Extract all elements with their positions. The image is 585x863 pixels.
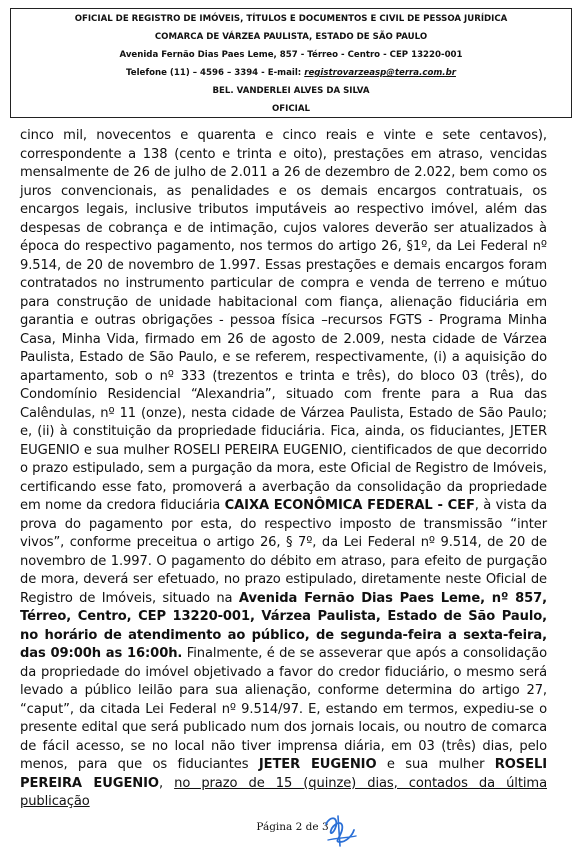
letterhead-contact xyxy=(11,64,571,82)
letterhead xyxy=(10,8,572,118)
body-text-5: , xyxy=(158,775,175,791)
letterhead-email[interactable]: registrovarzeasp@terra.com.br xyxy=(304,68,456,78)
letterhead-officer: BEL. VANDERLEI ALVES DA SILVA xyxy=(212,86,370,96)
body-text-4: e sua mulher xyxy=(376,757,495,772)
letterhead-title: OFICIAL DE REGISTRO DE IMÓVEIS, TÍTULOS E DOCUMENTOS E CIVIL DE PESSOA JURÍDICA xyxy=(74,14,508,24)
body-text-2: , à vista da prova do pagamento por esta, do respectivo imposto de transmissão “inter vivos”, conforme preceitua o artigo 26, § 7º, da Lei Federal nº 9.514, de 20 de novembro de 1.997. O pagamento do débito em atraso, para efeito de purgação de mora, deverá ser efetuado, no prazo estipulado, diretamente neste Oficial de Registro de Imóveis, situado na xyxy=(20,498,547,606)
body-text-3: Finalmente, é de se asseverar que após a consolidação da propriedade do imóvel objetivado a favor do credor fiduciário, o mesmo será levado a público leilão para sua alienação, conforme determina do artigo 27, “caput”, da citada Lei Federal nº 9.514/97. E, estando em termos, expediu-se o presente edital que será publicado num dos jornais locais, ou noutro de comarca de fácil acesso, se no local não tiver imprensa diária, em 03 (três) dias, pelo menos, para que os fiduciantes xyxy=(20,646,547,772)
body-text-1: cinco mil, novecentos e quarenta e cinco reais e vinte e sete centavos), correspondente a 138 (cento e trinta e oito), prestações em atraso, vencidas mensalmente de 26 de julho de 2.011 a 26 de dezembro de 2.022, bem como os juros convencionais, as penalidades e os demais encargos contratuais, os encargos legais, inclusive tributos imputáveis ao respectivo imóvel, além das despesas de cobrança e de intimação, cujos valores deverão ser atualizados à época do respectivo pagamento, nos termos do artigo 26, §1º, da Lei Federal nº 9.514, de 20 de novembro de 1.997. Essas prestações e demais encargos foram contratados no instrumento particular de compra e venda de terreno e mútuo para construção de unidade habitacional com fiança, alienação fiduciária em garantia e outras obrigações - pessoa física –recursos FGTS - Programa Minha Casa, Minha Vida, firmado em 26 de agosto de 2.009, nesta cidade de Várzea Paulista, Estado de São Paulo, e se referem, respectivamente, (i) a aquisição do apartamento, sob o nº 333 (trezentos e trinta e três), do bloco 03 (três), do Condomínio Residencial “Alexandria”, situado com frente para a Rua das Calêndulas, nº 11 (onze), nesta cidade de Várzea Paulista, Estado de São Paulo; e, (ii) à constituição da propriedade fiduciária. Fica, ainda, os fiduciantes, JETER EUGENIO e sua mulher ROSELI PEREIRA EUGENIO, cientificados de que decorrido o prazo estipulado, sem a purgação da mora, este Oficial de Registro de Imóveis, certificando esse fato, promoverá a averbação da consolidação da propriedade em nome da credora fiduciária xyxy=(20,128,547,513)
deadline-text: no prazo de 15 (quinze) dias, contados da última publicação xyxy=(20,775,547,809)
letterhead-address: Avenida Fernão Dias Paes Leme, 857 - Térreo - Centro - CEP 13220-001 xyxy=(119,50,463,60)
page-number: Página 2 de 3 xyxy=(256,821,329,833)
debtor-name-1: JETER EUGENIO xyxy=(258,757,377,772)
letterhead-role: OFICIAL xyxy=(271,104,310,114)
letterhead-jurisdiction: COMARCA DE VÁRZEA PAULISTA, ESTADO DE SÃO PAULO xyxy=(154,32,428,42)
registry-address: Avenida Fernão Dias Paes Leme, nº 857, Térreo, Centro, CEP 13220-001, Várzea Paulista, Estado de São Paulo, no horário de atendimento ao público, de segunda-feira a sexta-feira, das 09:00h as 16:00h. xyxy=(20,590,547,661)
creditor-name: CAIXA ECONÔMICA FEDERAL - CEF xyxy=(224,498,475,513)
initials-signature xyxy=(320,812,360,848)
document-body xyxy=(20,127,547,812)
debtor-name-2: ROSELI PEREIRA EUGENIO xyxy=(20,757,547,791)
letterhead-phone: Telefone (11) – 4596 – 3394 - E-mail: xyxy=(126,68,302,78)
